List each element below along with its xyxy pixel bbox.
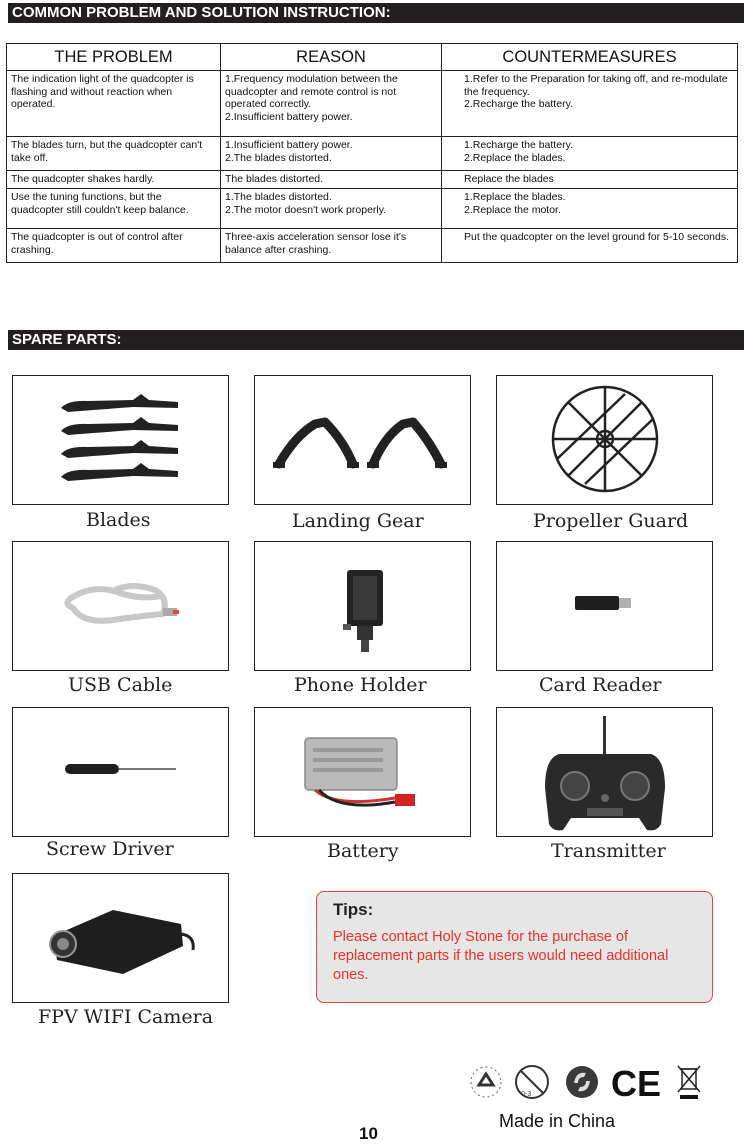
table-row	[7, 137, 738, 171]
part-image-usb-cable	[12, 541, 229, 671]
reason-line: The blades distorted.	[225, 173, 324, 185]
table-row	[7, 171, 738, 189]
problem-cell: The quadcopter is out of control after crashing.	[7, 229, 221, 263]
table-row	[7, 189, 738, 229]
countermeasure-cell	[442, 171, 738, 189]
ce-mark-text: CE	[611, 1063, 661, 1101]
countermeasure-cell	[442, 189, 738, 229]
table-row	[7, 71, 738, 137]
countermeasure-cell	[442, 71, 738, 137]
countermeasure-line: 1.Recharge the battery.	[464, 139, 573, 151]
problem-solution-table	[6, 43, 738, 263]
part-label-propeller-guard: Propeller Guard	[533, 510, 689, 532]
table-row	[7, 229, 738, 263]
countermeasure-line: 2.Recharge the battery.	[464, 98, 573, 110]
page-number: 10	[359, 1124, 378, 1143]
reason-cell	[221, 189, 442, 229]
part-image-card-reader	[496, 541, 713, 671]
reason-line: 1.The blades distorted.	[225, 191, 332, 203]
part-image-landing-gear	[254, 375, 471, 505]
tips-title: Tips:	[333, 900, 374, 919]
problem-cell: The indication light of the quadcopter is flashing and without reaction when operated.	[7, 71, 221, 137]
part-label-screw-driver: Screw Driver	[46, 838, 174, 860]
part-image-blades	[12, 375, 229, 505]
reason-cell	[221, 71, 442, 137]
part-label-fpv-wifi-camera: FPV WIFI Camera	[38, 1006, 214, 1028]
section-title: SPARE PARTS:	[12, 331, 127, 348]
countermeasure-line: 2.Replace the blades.	[464, 151, 566, 164]
age-warning-icon	[512, 1063, 552, 1101]
countermeasure-line: 1.Replace the blades.	[464, 191, 566, 203]
reason-line: 1.Frequency modulation between the quadcopter and remote control is not operated correctly.	[225, 73, 398, 110]
column-header-countermeasures: COUNTERMEASURES	[442, 44, 738, 71]
green-dot-icon	[562, 1063, 602, 1101]
problem-cell: Use the tuning functions, but the quadcopter still couldn't keep balance.	[7, 189, 221, 229]
countermeasure-line: 1.Refer to the Preparation for taking off, and re-modulate the frequency.	[464, 73, 728, 98]
part-label-landing-gear: Landing Gear	[292, 510, 424, 532]
section-header-spare-parts	[8, 330, 744, 350]
reason-cell	[221, 137, 442, 171]
column-header-problem: THE PROBLEM	[7, 44, 221, 71]
countermeasure-line: Put the quadcopter on the level ground for 5-10 seconds.	[464, 231, 730, 243]
part-label-blades: Blades	[86, 509, 151, 531]
reason-line: 2.The blades distorted.	[225, 151, 332, 164]
countermeasure-cell	[442, 229, 738, 263]
part-image-battery	[254, 707, 471, 837]
part-label-battery: Battery	[327, 840, 399, 862]
reason-line: 2.The motor doesn't work properly.	[225, 203, 387, 216]
problem-cell: The quadcopter shakes hardly.	[7, 171, 221, 189]
part-label-transmitter: Transmitter	[551, 840, 666, 862]
countermeasure-cell	[442, 137, 738, 171]
tips-box	[316, 891, 713, 1003]
countermeasure-line: Replace the blades	[464, 173, 554, 185]
ce-mark-icon	[609, 1063, 661, 1101]
reason-cell	[221, 171, 442, 189]
countermeasure-line: 2.Replace the motor.	[464, 203, 561, 216]
reason-line: Three-axis acceleration sensor lose it's balance after crashing.	[225, 231, 407, 256]
made-in-label: Made in China	[499, 1111, 616, 1131]
part-image-screw-driver	[12, 707, 229, 837]
column-header-reason: REASON	[221, 44, 442, 71]
age-warning-text: 0-3	[521, 1091, 532, 1098]
section-header-problems	[8, 3, 744, 23]
tips-message: Please contact Holy Stone for the purchase of replacement parts if the users would need additional ones.	[333, 929, 669, 983]
part-image-transmitter	[496, 707, 713, 837]
weee-bin-icon	[675, 1063, 703, 1103]
reason-line: 2.Insufficient battery power.	[225, 110, 353, 123]
part-image-fpv-wifi-camera	[12, 873, 229, 1003]
section-title: COMMON PROBLEM AND SOLUTION INSTRUCTION:	[12, 4, 397, 21]
problem-cell: The blades turn, but the quadcopter can't take off.	[7, 137, 221, 171]
part-label-usb-cable: USB Cable	[68, 674, 173, 696]
part-image-propeller-guard	[496, 375, 713, 505]
part-label-phone-holder: Phone Holder	[294, 674, 427, 696]
table-header-row	[7, 44, 738, 71]
recycle-icon	[466, 1063, 506, 1101]
part-image-phone-holder	[254, 541, 471, 671]
part-label-card-reader: Card Reader	[539, 674, 662, 696]
reason-cell	[221, 229, 442, 263]
reason-line: 1.Insufficient battery power.	[225, 139, 353, 151]
